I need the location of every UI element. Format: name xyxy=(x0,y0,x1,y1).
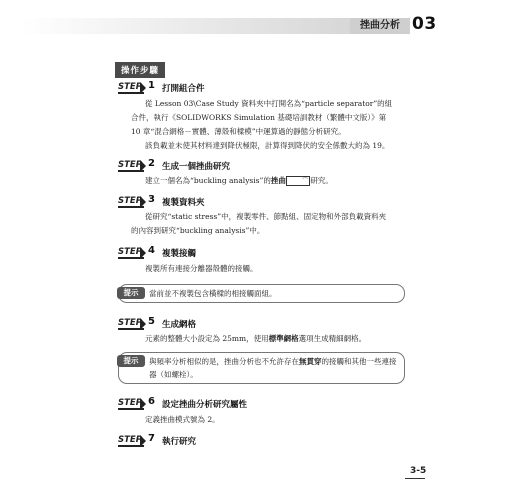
step-1-note: 該負載並未使其材料達到降伏極限，計算得到降伏的安全係數大約為 19。 xyxy=(145,141,390,150)
step-badge: STEP xyxy=(118,160,144,172)
tip-box xyxy=(118,284,405,303)
step-badge: STEP xyxy=(118,398,144,410)
step-badge: STEP xyxy=(118,82,144,94)
page-number-underline xyxy=(405,478,425,479)
step-title: 生成網格 xyxy=(162,320,197,330)
step-title: 生成一個挫曲研究 xyxy=(162,162,231,172)
page-number: 3-5 xyxy=(410,466,427,476)
step-number: 4 xyxy=(148,245,155,256)
step-4-text: 複製所有連接分離器殼體的接觸。 xyxy=(145,264,258,273)
step-title: 複製接觸 xyxy=(162,249,197,259)
section-label: 操作步驟 xyxy=(115,62,165,78)
step-badge: STEP xyxy=(118,435,144,447)
step-title: 複製資料夾 xyxy=(162,198,205,208)
page-header xyxy=(0,0,520,40)
step-6-text: 定義挫曲模式號為 2。 xyxy=(145,415,220,424)
step-2-text: 建立一個名為“buckling analysis”的挫曲 ⌒ 研究。 xyxy=(145,176,333,185)
step-1-text: 從 Lesson 03\Case Study 資料夾中打開名為“particle separator”的組合件，執行《SOLIDWORKS Simulation 基礎培訓教材（繁體中文版）》第 10 章“混合網格－實體、薄殼和樑模”中運算過的靜態分析研究。 xyxy=(131,99,393,136)
step-number: 5 xyxy=(148,316,155,327)
tip-box xyxy=(118,352,405,384)
tip-text: 當前並不複製包含橫樑的相接觸面組。 xyxy=(149,289,277,298)
step-number: 3 xyxy=(148,194,155,205)
step-badge: STEP xyxy=(118,247,144,259)
step-badge: STEP xyxy=(118,196,144,208)
header-gradient-bar xyxy=(20,18,350,34)
step-number: 2 xyxy=(148,158,155,169)
tip-label: 提示 xyxy=(117,287,145,299)
tip-label: 提示 xyxy=(117,355,145,367)
step-number: 1 xyxy=(148,80,155,91)
tip-text: 與頻率分析相似的是，挫曲分析也不允許存在無貫穿的接觸和其他一些連接器（如螺栓）。 xyxy=(149,357,397,379)
chapter-title: 挫曲分析 xyxy=(350,18,410,34)
step-title: 設定挫曲分析研究屬性 xyxy=(162,400,248,410)
step-3-text: 從研究“static stress”中，複製零件、節點組、固定物和外部負載資料夾的內容到研究“buckling analysis”中。 xyxy=(131,212,387,235)
step-title: 執行研究 xyxy=(162,437,197,447)
step-number: 7 xyxy=(148,433,155,444)
step-title: 打開組合件 xyxy=(162,84,205,94)
step-badge: STEP xyxy=(118,318,144,330)
step-number: 6 xyxy=(148,396,155,407)
chapter-number: 03 xyxy=(412,14,437,34)
buckling-study-icon: ⌒ xyxy=(286,176,311,186)
step-5-text: 元素的整體大小設定為 25mm，使用標準網格選項生成精細網格。 xyxy=(145,334,367,343)
